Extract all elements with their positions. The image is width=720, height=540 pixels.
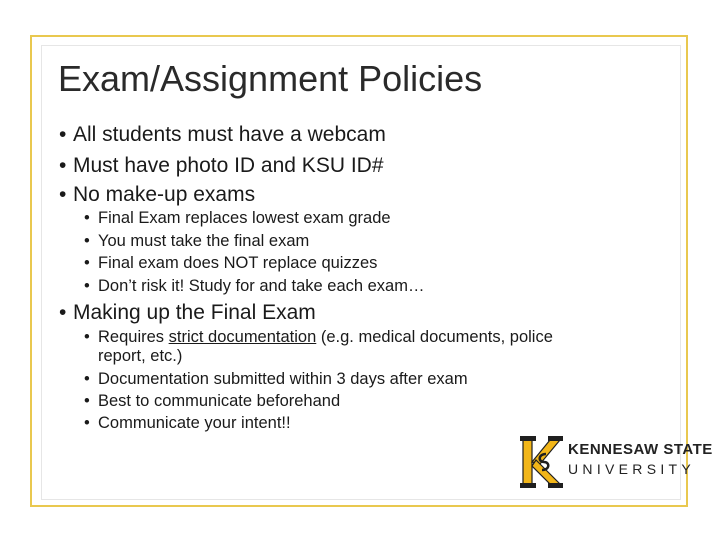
bullet-item [59,183,255,207]
bullet-marker: • [84,392,90,410]
bullet-text: Must have photo ID and KSU ID# [73,154,384,177]
bullet-text-part: (e.g. medical documents, police [316,328,553,346]
sub-bullet-item [84,231,309,251]
bullet-marker: • [84,370,90,388]
bullet-text: Documentation submitted within 3 days after exam [98,370,468,388]
bullet-marker: • [84,232,90,250]
bullet-marker: • [84,254,90,272]
sub-bullet-item [84,208,391,228]
bullet-marker: • [84,209,90,227]
bullet-text: No make-up exams [73,183,256,206]
logo-subname: UNIVERSITY [568,461,696,477]
slide-title: Exam/Assignment Policies [58,58,483,99]
sub-bullet-item [84,391,340,411]
bullet-item [59,154,384,178]
logo-name: KENNESAW STATE [568,441,713,458]
bullet-marker: • [59,154,67,177]
bullet-text: You must take the final exam [98,232,310,250]
bullet-text: Communicate your intent!! [98,414,291,432]
bullet-text: Final exam does NOT replace quizzes [98,254,378,272]
bullet-marker: • [59,301,67,324]
bullet-marker: • [84,328,90,346]
bullet-text: All students must have a webcam [73,123,386,146]
bullet-text: Best to communicate beforehand [98,392,341,410]
ksu-k-icon [520,432,564,492]
bullet-text-part: Requires [98,328,169,346]
sub-bullet-item [84,276,424,296]
sub-bullet-item [84,413,291,433]
bullet-marker: • [84,414,90,432]
bullet-marker: • [84,277,90,295]
bullet-item [59,301,316,325]
ksu-logo [520,432,713,492]
bullet-text: Final Exam replaces lowest exam grade [98,209,391,227]
bullet-marker: • [59,123,67,146]
bullet-item [59,123,386,147]
sub-bullet-item [84,253,377,273]
bullet-text: Making up the Final Exam [73,301,316,324]
bullet-text: report, etc.) [98,347,183,365]
sub-bullet-item [84,327,553,347]
bullet-marker: • [59,183,67,206]
sub-bullet-continuation [98,346,182,366]
underlined-text: strict documentation [168,328,317,346]
bullet-text: Don’t risk it! Study for and take each exam… [98,277,425,295]
sub-bullet-item [84,369,468,389]
